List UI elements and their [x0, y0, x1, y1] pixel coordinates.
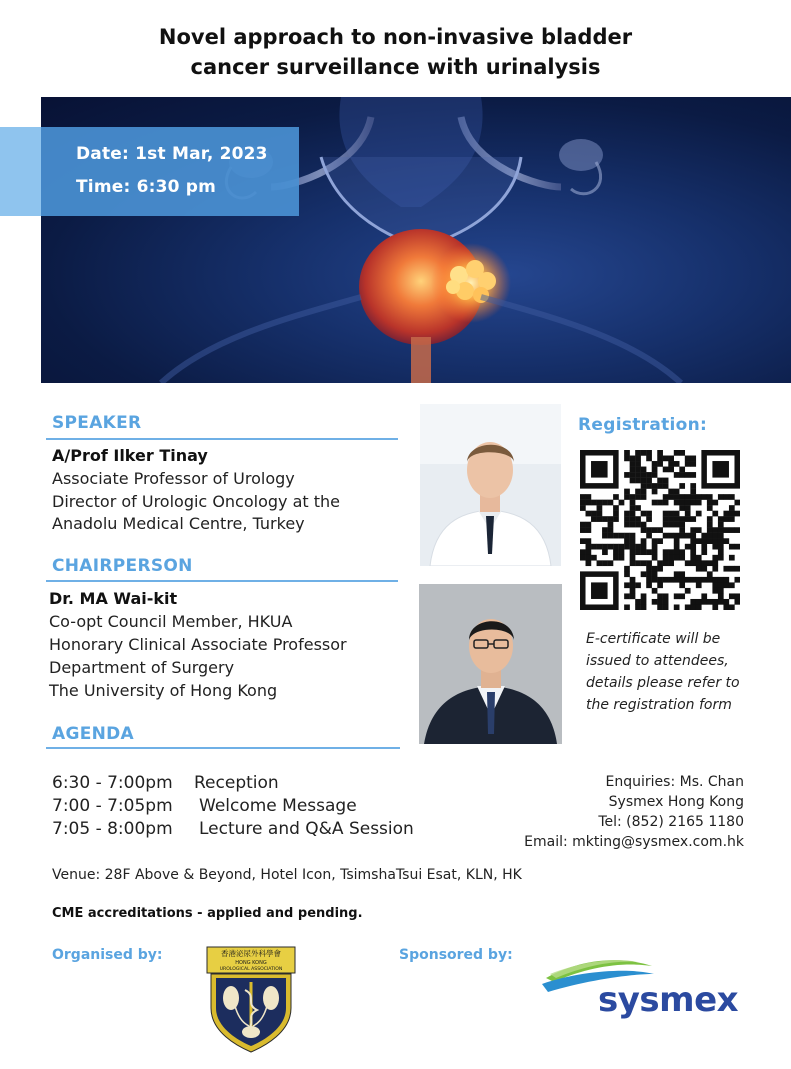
agenda-item-2: Welcome Message: [199, 796, 357, 816]
event-date: Date: 1st Mar, 2023: [76, 144, 268, 164]
agenda-heading: AGENDA: [52, 724, 135, 744]
registration-label: Registration:: [578, 415, 708, 435]
enquiries-contact: Enquiries: Ms. Chan: [605, 774, 744, 790]
enquiries-phone: Tel: (852) 2165 1180: [598, 814, 744, 830]
chairperson-name: Dr. MA Wai-kit: [49, 589, 178, 608]
registration-qr-code[interactable]: [580, 450, 740, 610]
chairperson-title-4: The University of Hong Kong: [49, 681, 278, 700]
speaker-title-3: Anadolu Medical Centre, Turkey: [52, 514, 305, 533]
venue-text: Venue: 28F Above & Beyond, Hotel Icon, TsimshaTsui Esat, KLN, HK: [52, 867, 522, 883]
speaker-name: A/Prof Ilker Tinay: [52, 446, 208, 465]
agenda-item-1: Reception: [194, 773, 279, 793]
chairperson-heading: CHAIRPERSON: [52, 556, 193, 576]
enquiries-email[interactable]: Email: mkting@sysmex.com.hk: [524, 834, 744, 850]
speaker-divider: [46, 438, 398, 440]
crest-text-en2: UROLOGICAL ASSOCIATION: [219, 967, 283, 972]
speaker-title-2: Director of Urologic Oncology at the: [52, 492, 340, 511]
enquiries-company: Sysmex Hong Kong: [608, 794, 744, 810]
agenda-divider: [46, 747, 400, 749]
speaker-photo: [420, 404, 561, 566]
cme-text: CME accreditations - applied and pending.: [52, 906, 363, 921]
title-line-2: cancer surveillance with urinalysis: [190, 55, 601, 79]
chairperson-title-3: Department of Surgery: [49, 658, 235, 677]
title-line-1: Novel approach to non-invasive bladder: [158, 25, 633, 49]
ecertificate-note: E-certificate will be issued to attendees, details please refer to the registration form: [586, 631, 740, 713]
crest-text-cn: 香港泌尿外科學會: [221, 949, 281, 958]
chairperson-title-2: Honorary Clinical Associate Professor: [49, 635, 347, 654]
agenda-time-3: 7:05 - 8:00pm: [52, 819, 173, 839]
date-box-accent: [0, 127, 41, 216]
hkua-crest-logo: [205, 946, 297, 1054]
sysmex-logo: [542, 952, 747, 1022]
enquiries-block: [524, 772, 744, 852]
sysmex-logo-text: sysmex: [598, 980, 739, 1020]
date-time-banner: [0, 127, 299, 216]
speaker-heading: SPEAKER: [52, 413, 142, 433]
chairperson-photo: [419, 584, 562, 744]
speaker-title-1: Associate Professor of Urology: [52, 469, 295, 488]
agenda-time-2: 7:00 - 7:05pm: [52, 796, 173, 816]
organised-by-label: Organised by:: [52, 947, 163, 963]
sponsored-by-label: Sponsored by:: [399, 947, 513, 963]
agenda-time-1: 6:30 - 7:00pm: [52, 773, 173, 793]
qr-code-graphic: [580, 450, 740, 610]
crest-text-en1: HONG KONG: [235, 960, 267, 966]
event-time: Time: 6:30 pm: [76, 177, 217, 197]
page-title: [0, 22, 791, 82]
chairperson-title-1: Co-opt Council Member, HKUA: [49, 612, 293, 631]
agenda-item-3: Lecture and Q&A Session: [199, 819, 414, 839]
chairperson-divider: [46, 580, 398, 582]
